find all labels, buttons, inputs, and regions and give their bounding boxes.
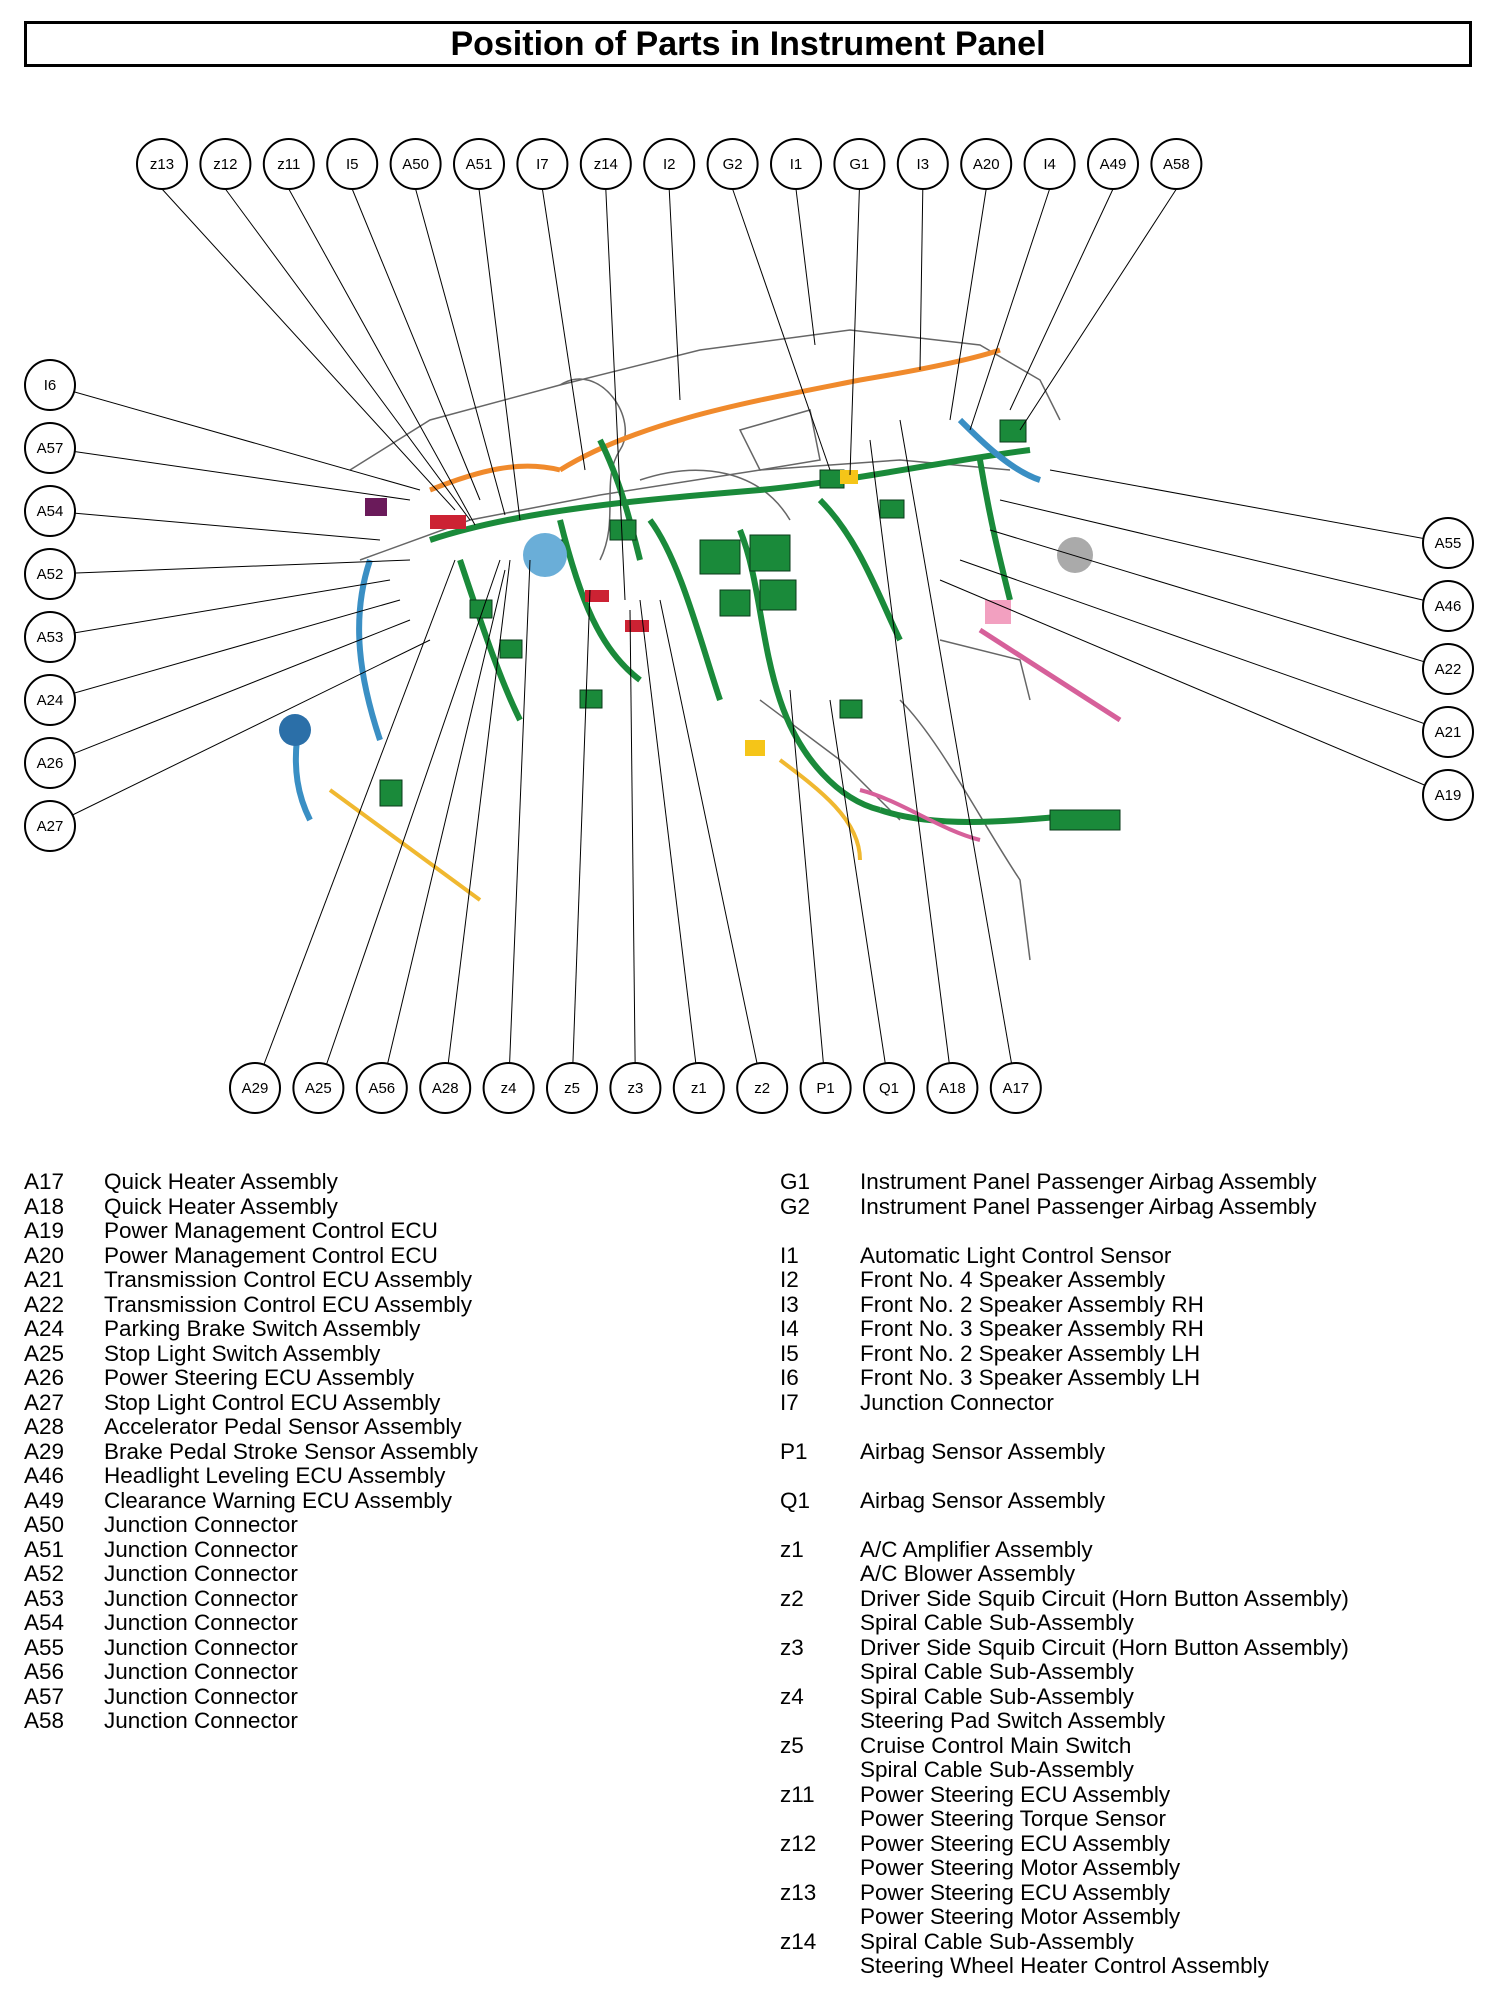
svg-text:I4: I4 bbox=[1043, 156, 1056, 173]
legend-code: A26 bbox=[24, 1365, 65, 1390]
legend-entry bbox=[24, 1611, 764, 1636]
legend-description: Junction Connector bbox=[104, 1512, 298, 1537]
callout-z13 bbox=[137, 139, 187, 189]
svg-text:z11: z11 bbox=[277, 156, 301, 173]
callout-i1 bbox=[771, 139, 821, 189]
callout-p1 bbox=[801, 1063, 851, 1113]
legend-code: A19 bbox=[24, 1218, 65, 1243]
legend-code: A50 bbox=[24, 1512, 65, 1537]
legend-description: Stop Light Control ECU Assembly bbox=[104, 1389, 441, 1415]
leader-line-i3 bbox=[920, 189, 923, 370]
legend-entry bbox=[24, 1415, 764, 1440]
callout-a55 bbox=[1423, 518, 1473, 568]
legend-code: G1 bbox=[780, 1169, 811, 1194]
legend-code: A25 bbox=[24, 1340, 65, 1366]
svg-text:A57: A57 bbox=[36, 440, 64, 457]
leader-line-i1 bbox=[796, 189, 815, 345]
leader-line-a28 bbox=[445, 560, 510, 1088]
legend-description: Power Steering Torque Sensor bbox=[860, 1806, 1167, 1831]
svg-text:I7: I7 bbox=[536, 156, 549, 173]
leader-line-g1 bbox=[850, 189, 859, 475]
legend-description: Front No. 3 Speaker Assembly RH bbox=[860, 1316, 1204, 1341]
legend-entry bbox=[24, 1170, 764, 1195]
legend-code: P1 bbox=[780, 1438, 808, 1464]
leader-line-a53 bbox=[50, 580, 390, 637]
leader-line-i5 bbox=[352, 189, 480, 500]
legend-description: Stop Light Switch Assembly bbox=[104, 1340, 381, 1366]
callout-a25 bbox=[293, 1063, 343, 1113]
callout-a26 bbox=[25, 738, 75, 788]
legend-description: Spiral Cable Sub-Assembly bbox=[860, 1610, 1134, 1635]
legend-description: Parking Brake Switch Assembly bbox=[104, 1316, 421, 1341]
legend-code: I3 bbox=[780, 1291, 799, 1317]
legend-description: Junction Connector bbox=[860, 1389, 1054, 1415]
callout-g2 bbox=[708, 139, 758, 189]
legend-code: z3 bbox=[780, 1634, 804, 1660]
legend-description: Accelerator Pedal Sensor Assembly bbox=[104, 1414, 462, 1439]
legend-entry bbox=[24, 1440, 764, 1465]
callout-i5 bbox=[327, 139, 377, 189]
callout-a19 bbox=[1423, 770, 1473, 820]
callout-z4 bbox=[484, 1063, 534, 1113]
leader-line-a19 bbox=[940, 580, 1448, 795]
callout-i6 bbox=[25, 360, 75, 410]
leader-line-a18 bbox=[870, 440, 952, 1088]
svg-text:z12: z12 bbox=[213, 156, 238, 173]
callout-q1 bbox=[864, 1063, 914, 1113]
callout-g1 bbox=[834, 139, 884, 189]
svg-text:A56: A56 bbox=[368, 1080, 396, 1097]
legend-entry bbox=[24, 1709, 764, 1734]
legend-entry bbox=[24, 1317, 764, 1342]
svg-text:z3: z3 bbox=[627, 1080, 644, 1097]
svg-text:I2: I2 bbox=[662, 156, 676, 173]
legend-code: A22 bbox=[24, 1291, 65, 1317]
callout-i7 bbox=[517, 139, 567, 189]
legend-description: Power Management Control ECU bbox=[104, 1242, 438, 1268]
legend-description: Power Steering Motor Assembly bbox=[860, 1904, 1181, 1929]
svg-text:A52: A52 bbox=[36, 566, 64, 583]
legend-entry bbox=[780, 1293, 1500, 1318]
svg-text:A58: A58 bbox=[1163, 156, 1190, 173]
svg-text:z5: z5 bbox=[564, 1080, 580, 1097]
callout-i4 bbox=[1025, 139, 1075, 189]
legend-code: A55 bbox=[24, 1634, 65, 1660]
legend-entry bbox=[24, 1195, 764, 1220]
legend-entry bbox=[24, 1342, 764, 1367]
legend-description: Transmission Control ECU Assembly bbox=[104, 1291, 473, 1317]
legend-entry bbox=[780, 1685, 1500, 1734]
leader-line-z1 bbox=[640, 600, 699, 1088]
leader-line-i4 bbox=[970, 189, 1050, 430]
legend-description: Transmission Control ECU Assembly bbox=[104, 1267, 473, 1292]
legend-left bbox=[24, 1170, 764, 1734]
legend-entry bbox=[780, 1170, 1500, 1195]
legend-description: Steering Pad Switch Assembly bbox=[860, 1708, 1166, 1733]
svg-text:A53: A53 bbox=[36, 629, 64, 646]
legend-description: Junction Connector bbox=[104, 1634, 298, 1660]
svg-text:A19: A19 bbox=[1434, 787, 1462, 804]
svg-text:A17: A17 bbox=[1002, 1080, 1030, 1097]
legend-entry bbox=[780, 1195, 1500, 1220]
legend-spacer bbox=[780, 1513, 1500, 1538]
leader-line-z3 bbox=[630, 610, 635, 1088]
legend-description: Quick Heater Assembly bbox=[104, 1169, 338, 1194]
leader-line-z5 bbox=[572, 590, 590, 1088]
legend-code: A17 bbox=[24, 1169, 65, 1194]
svg-text:I5: I5 bbox=[345, 156, 359, 173]
svg-text:z2: z2 bbox=[754, 1080, 771, 1097]
legend-spacer bbox=[780, 1464, 1500, 1489]
legend-entry bbox=[24, 1366, 764, 1391]
svg-text:A46: A46 bbox=[1434, 598, 1462, 615]
legend-description: Junction Connector bbox=[104, 1561, 298, 1586]
svg-text:A18: A18 bbox=[939, 1080, 966, 1097]
legend-code: A18 bbox=[24, 1193, 65, 1219]
legend-entry bbox=[780, 1391, 1500, 1416]
legend-code: A46 bbox=[24, 1463, 65, 1488]
legend-code: I5 bbox=[780, 1340, 799, 1366]
callout-z3 bbox=[610, 1063, 660, 1113]
callout-a24 bbox=[25, 675, 75, 725]
legend-entry bbox=[780, 1587, 1500, 1636]
legend-entry bbox=[24, 1513, 764, 1538]
svg-text:A29: A29 bbox=[241, 1080, 269, 1097]
legend-description: Junction Connector bbox=[104, 1610, 298, 1635]
legend-description: Airbag Sensor Assembly bbox=[860, 1487, 1106, 1513]
leader-line-a26 bbox=[50, 620, 410, 763]
page-title: Position of Parts in Instrument Panel bbox=[24, 21, 1472, 67]
legend-description: Power Management Control ECU bbox=[104, 1218, 438, 1243]
legend-entry bbox=[24, 1268, 764, 1293]
legend-entry bbox=[780, 1342, 1500, 1367]
svg-text:P1: P1 bbox=[816, 1080, 835, 1097]
callout-z12 bbox=[200, 139, 250, 189]
legend-entry bbox=[24, 1660, 764, 1685]
legend-code: I4 bbox=[780, 1316, 799, 1341]
legend-description: Power Steering ECU Assembly bbox=[860, 1781, 1171, 1807]
legend-description: Headlight Leveling ECU Assembly bbox=[104, 1463, 446, 1488]
legend-description: A/C Blower Assembly bbox=[860, 1561, 1076, 1586]
callout-i3 bbox=[898, 139, 948, 189]
leader-line-a17 bbox=[900, 420, 1016, 1088]
legend-description: Instrument Panel Passenger Airbag Assembly bbox=[860, 1169, 1317, 1194]
legend-description: Clearance Warning ECU Assembly bbox=[104, 1487, 453, 1513]
legend-entry bbox=[24, 1562, 764, 1587]
svg-text:I3: I3 bbox=[916, 156, 930, 173]
legend-description: Front No. 4 Speaker Assembly bbox=[860, 1267, 1166, 1292]
legend-description: Front No. 2 Speaker Assembly RH bbox=[860, 1291, 1204, 1317]
legend-description: Power Steering ECU Assembly bbox=[104, 1365, 415, 1390]
callout-a27 bbox=[25, 801, 75, 851]
legend-description: Automatic Light Control Sensor bbox=[860, 1242, 1172, 1268]
callout-a52 bbox=[25, 549, 75, 599]
svg-text:I1: I1 bbox=[789, 156, 803, 173]
callout-z5 bbox=[547, 1063, 597, 1113]
legend-description: Power Steering ECU Assembly bbox=[860, 1879, 1171, 1905]
legend-description: Spiral Cable Sub-Assembly bbox=[860, 1659, 1134, 1684]
svg-text:z1: z1 bbox=[690, 1080, 707, 1097]
svg-text:G2: G2 bbox=[722, 156, 743, 173]
legend-code: z14 bbox=[780, 1928, 817, 1954]
leader-line-z4 bbox=[509, 560, 530, 1088]
svg-text:A28: A28 bbox=[431, 1080, 459, 1097]
leader-line-a29 bbox=[255, 560, 455, 1088]
legend-entry bbox=[24, 1538, 764, 1563]
legend-description: Junction Connector bbox=[104, 1659, 298, 1684]
legend-description: Airbag Sensor Assembly bbox=[860, 1438, 1106, 1464]
legend-code: A21 bbox=[24, 1267, 65, 1292]
legend-code: I7 bbox=[780, 1389, 799, 1415]
legend-code: z13 bbox=[780, 1879, 817, 1905]
leader-line-a20 bbox=[950, 189, 986, 420]
svg-text:A50: A50 bbox=[402, 156, 429, 173]
legend-description: Driver Side Squib Circuit (Horn Button Assembly) bbox=[860, 1634, 1349, 1660]
legend-code: I1 bbox=[780, 1242, 799, 1268]
legend-code: A20 bbox=[24, 1242, 65, 1268]
svg-text:A26: A26 bbox=[36, 755, 64, 772]
leader-line-a21 bbox=[960, 560, 1448, 732]
callout-a22 bbox=[1423, 644, 1473, 694]
legend-entry bbox=[780, 1881, 1500, 1930]
callout-a46 bbox=[1423, 581, 1473, 631]
legend-entry bbox=[24, 1293, 764, 1318]
legend-code: z2 bbox=[780, 1585, 804, 1611]
leader-line-i2 bbox=[669, 189, 680, 400]
legend-description: A/C Amplifier Assembly bbox=[860, 1536, 1093, 1562]
legend-spacer bbox=[780, 1219, 1500, 1244]
callout-leaders bbox=[50, 189, 1448, 1088]
yellow-harness bbox=[330, 790, 480, 900]
legend-entry bbox=[780, 1636, 1500, 1685]
legend-description: Junction Connector bbox=[104, 1536, 298, 1562]
legend-code: I2 bbox=[780, 1267, 799, 1292]
legend-description: Front No. 3 Speaker Assembly LH bbox=[860, 1365, 1201, 1390]
leader-line-a58 bbox=[1020, 189, 1176, 430]
legend-code: z12 bbox=[780, 1830, 817, 1856]
legend-code: A52 bbox=[24, 1561, 65, 1586]
legend-code: A56 bbox=[24, 1659, 65, 1684]
leader-line-a56 bbox=[382, 570, 505, 1088]
leader-line-a27 bbox=[50, 640, 430, 826]
leader-line-z11 bbox=[289, 189, 475, 525]
svg-text:A27: A27 bbox=[36, 818, 64, 835]
legend-entry bbox=[780, 1930, 1500, 1979]
svg-text:A24: A24 bbox=[36, 692, 64, 709]
leader-line-a52 bbox=[50, 560, 410, 574]
legend-entry bbox=[24, 1489, 764, 1514]
legend-description: Power Steering Motor Assembly bbox=[860, 1855, 1181, 1880]
legend-code: A57 bbox=[24, 1683, 65, 1709]
callout-group bbox=[25, 139, 1473, 1113]
leader-line-a25 bbox=[318, 560, 500, 1088]
legend-code: I6 bbox=[780, 1365, 799, 1390]
legend-description: Steering Wheel Heater Control Assembly bbox=[860, 1953, 1269, 1978]
legend-code: A51 bbox=[24, 1536, 65, 1562]
svg-text:z14: z14 bbox=[593, 156, 618, 173]
legend-code: A27 bbox=[24, 1389, 65, 1415]
legend-description: Junction Connector bbox=[104, 1708, 298, 1733]
legend-spacer bbox=[780, 1415, 1500, 1440]
callout-a51 bbox=[454, 139, 504, 189]
leader-line-a22 bbox=[990, 530, 1448, 669]
leader-line-a50 bbox=[416, 189, 505, 515]
svg-text:z13: z13 bbox=[149, 156, 175, 173]
legend-entry bbox=[24, 1391, 764, 1416]
legend-description: Spiral Cable Sub-Assembly bbox=[860, 1683, 1134, 1709]
leader-line-z12 bbox=[225, 189, 470, 520]
legend-code: z5 bbox=[780, 1732, 804, 1758]
svg-text:I6: I6 bbox=[43, 377, 57, 394]
legend-entry bbox=[780, 1783, 1500, 1832]
svg-text:A51: A51 bbox=[465, 156, 493, 173]
callout-a17 bbox=[991, 1063, 1041, 1113]
callout-a50 bbox=[391, 139, 441, 189]
legend-entry bbox=[780, 1538, 1500, 1587]
pink-harness bbox=[980, 630, 1120, 720]
legend-description: Spiral Cable Sub-Assembly bbox=[860, 1928, 1134, 1954]
legend-entry bbox=[24, 1587, 764, 1612]
legend-code: A53 bbox=[24, 1585, 65, 1611]
leader-line-a57 bbox=[50, 448, 410, 500]
legend-code: A54 bbox=[24, 1610, 65, 1635]
callout-a28 bbox=[420, 1063, 470, 1113]
legend-code: z4 bbox=[780, 1683, 804, 1709]
legend-entry bbox=[780, 1317, 1500, 1342]
svg-text:A49: A49 bbox=[1099, 156, 1127, 173]
callout-a29 bbox=[230, 1063, 280, 1113]
callout-a20 bbox=[961, 139, 1011, 189]
callout-z11 bbox=[264, 139, 314, 189]
legend-right bbox=[780, 1170, 1500, 1979]
svg-text:Q1: Q1 bbox=[878, 1080, 900, 1097]
legend-entry bbox=[24, 1244, 764, 1269]
svg-text:A21: A21 bbox=[1434, 724, 1462, 741]
leader-line-z13 bbox=[162, 189, 455, 510]
callout-z14 bbox=[581, 139, 631, 189]
callout-a58 bbox=[1151, 139, 1201, 189]
callout-i2 bbox=[644, 139, 694, 189]
legend-entry bbox=[780, 1440, 1500, 1465]
callout-a54 bbox=[25, 486, 75, 536]
legend-entry bbox=[780, 1366, 1500, 1391]
leader-line-q1 bbox=[830, 700, 889, 1088]
svg-text:A22: A22 bbox=[1434, 661, 1462, 678]
legend-entry bbox=[780, 1489, 1500, 1514]
callout-a18 bbox=[927, 1063, 977, 1113]
legend-description: Driver Side Squib Circuit (Horn Button Assembly) bbox=[860, 1585, 1349, 1611]
legend-description: Quick Heater Assembly bbox=[104, 1193, 338, 1219]
leader-line-i7 bbox=[542, 189, 585, 470]
legend-description: Power Steering ECU Assembly bbox=[860, 1830, 1171, 1856]
legend-description: Junction Connector bbox=[104, 1683, 298, 1709]
callout-a56 bbox=[357, 1063, 407, 1113]
svg-text:G1: G1 bbox=[849, 156, 870, 173]
legend-code: z11 bbox=[780, 1781, 815, 1807]
legend-code: z1 bbox=[780, 1536, 804, 1562]
legend-entry bbox=[780, 1734, 1500, 1783]
leader-line-a49 bbox=[1010, 189, 1113, 410]
legend-entry bbox=[24, 1685, 764, 1710]
svg-text:A55: A55 bbox=[1434, 535, 1462, 552]
callout-z2 bbox=[737, 1063, 787, 1113]
legend-entry bbox=[24, 1636, 764, 1661]
legend-code: A58 bbox=[24, 1708, 65, 1733]
legend-code: A49 bbox=[24, 1487, 65, 1513]
legend-description: Brake Pedal Stroke Sensor Assembly bbox=[104, 1438, 478, 1464]
legend-entry bbox=[780, 1832, 1500, 1881]
callout-a49 bbox=[1088, 139, 1138, 189]
legend-entry bbox=[24, 1219, 764, 1244]
legend-entry bbox=[780, 1244, 1500, 1269]
svg-text:A54: A54 bbox=[36, 503, 64, 520]
svg-text:A25: A25 bbox=[305, 1080, 332, 1097]
legend-entry bbox=[24, 1464, 764, 1489]
callout-a53 bbox=[25, 612, 75, 662]
legend-code: A29 bbox=[24, 1438, 65, 1464]
legend-code: A28 bbox=[24, 1414, 65, 1439]
blue-harness bbox=[296, 420, 1040, 820]
legend-description: Cruise Control Main Switch bbox=[860, 1732, 1132, 1758]
special-parts bbox=[279, 470, 1093, 756]
legend-description: Junction Connector bbox=[104, 1585, 298, 1611]
legend-code: Q1 bbox=[780, 1487, 811, 1513]
legend-code: A24 bbox=[24, 1316, 65, 1341]
legend-description: Front No. 2 Speaker Assembly LH bbox=[860, 1340, 1201, 1366]
callout-a21 bbox=[1423, 707, 1473, 757]
svg-text:A20: A20 bbox=[972, 156, 1000, 173]
legend-description: Spiral Cable Sub-Assembly bbox=[860, 1757, 1134, 1782]
leader-line-a24 bbox=[50, 600, 400, 700]
callout-z1 bbox=[674, 1063, 724, 1113]
svg-text:z4: z4 bbox=[500, 1080, 517, 1097]
legend-code: G2 bbox=[780, 1193, 811, 1219]
leader-line-a55 bbox=[1050, 470, 1448, 543]
callout-a57 bbox=[25, 423, 75, 473]
leader-line-a54 bbox=[50, 511, 380, 540]
leader-line-p1 bbox=[790, 690, 826, 1088]
legend-entry bbox=[780, 1268, 1500, 1293]
legend-description: Instrument Panel Passenger Airbag Assembly bbox=[860, 1193, 1317, 1219]
